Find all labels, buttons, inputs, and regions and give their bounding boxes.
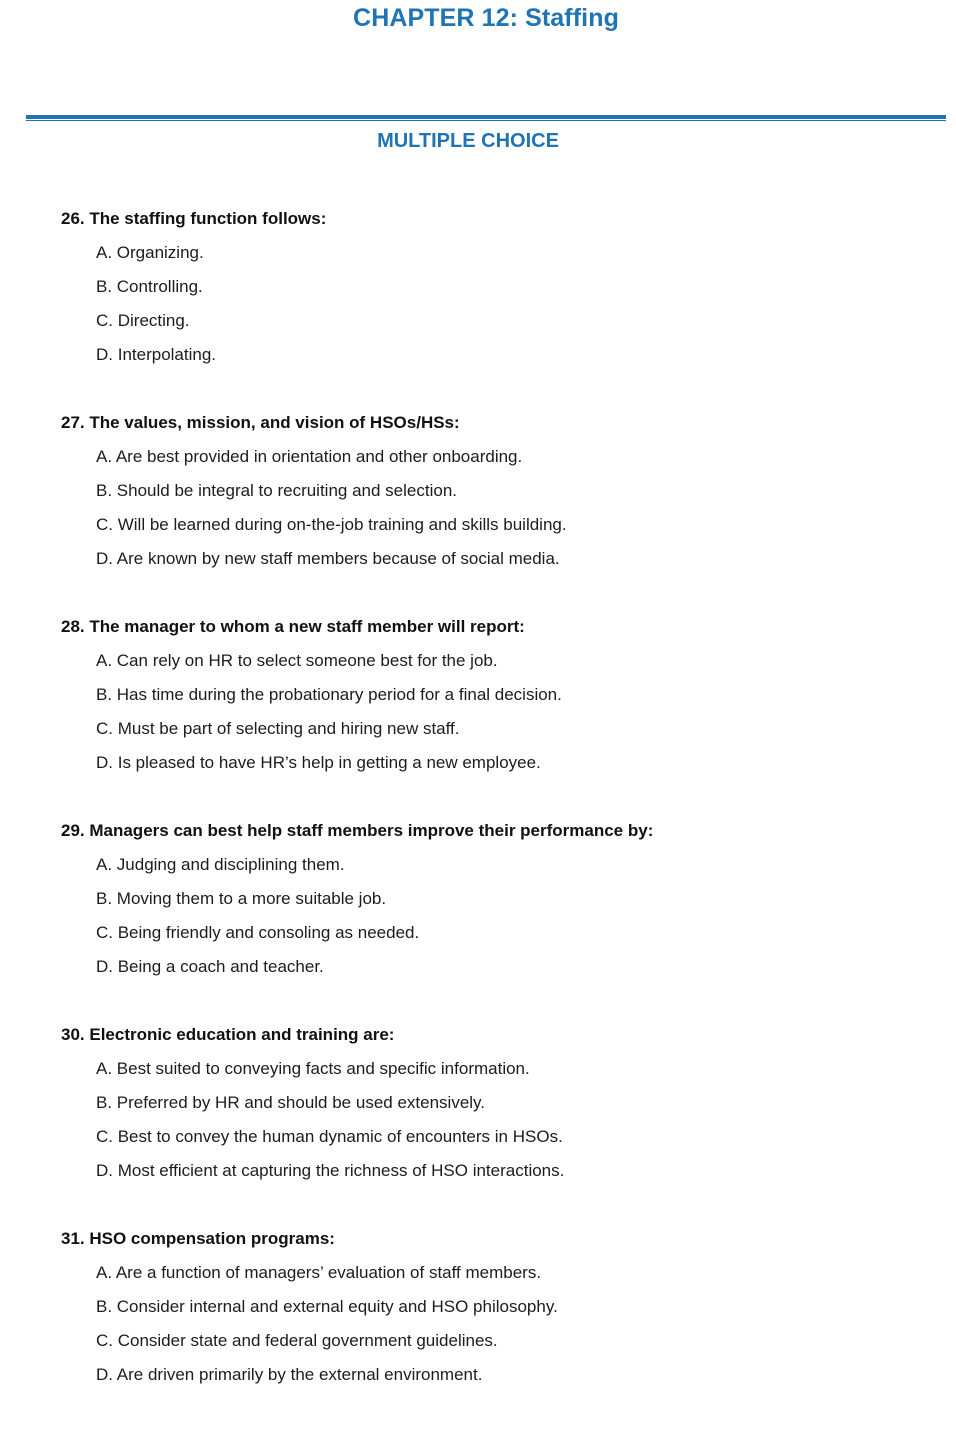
option-c: C. Directing.	[96, 311, 190, 330]
question-28	[61, 613, 921, 783]
option-b: B. Preferred by HR and should be used extensively.	[96, 1093, 486, 1112]
option-d: D. Most efficient at capturing the richness of HSO interactions.	[96, 1161, 565, 1180]
chapter-title: CHAPTER 12: Staffing	[353, 4, 619, 32]
question-text: 29. Managers can best help staff members improve their performance by:	[61, 821, 654, 840]
option-a: A. Organizing.	[96, 243, 204, 262]
option-a: A. Are best provided in orientation and other onboarding.	[96, 447, 523, 466]
question-31	[61, 1225, 921, 1395]
option-d: D. Are driven primarily by the external environment.	[96, 1365, 483, 1384]
option-c: C. Best to convey the human dynamic of encounters in HSOs.	[96, 1127, 563, 1146]
question-26	[61, 205, 921, 375]
question-list	[61, 205, 921, 1429]
option-b: B. Controlling.	[96, 277, 203, 296]
option-c: C. Consider state and federal government guidelines.	[96, 1331, 498, 1350]
option-d: D. Being a coach and teacher.	[96, 957, 324, 976]
option-c: C. Must be part of selecting and hiring new staff.	[96, 719, 460, 738]
question-27	[61, 409, 921, 579]
option-b: B. Consider internal and external equity and HSO philosophy.	[96, 1297, 558, 1316]
option-d: D. Interpolating.	[96, 345, 217, 364]
question-text: 31. HSO compensation programs:	[61, 1229, 335, 1248]
question-30	[61, 1021, 921, 1191]
question-text: 30. Electronic education and training are:	[61, 1025, 395, 1044]
option-a: A. Are a function of managers’ evaluation of staff members.	[96, 1263, 542, 1282]
question-text: 28. The manager to whom a new staff member will report:	[61, 617, 525, 636]
option-d: D. Are known by new staff members because of social media.	[96, 549, 560, 568]
option-d: D. Is pleased to have HR’s help in getting a new employee.	[96, 753, 541, 772]
question-text: 26. The staffing function follows:	[61, 209, 327, 228]
option-b: B. Moving them to a more suitable job.	[96, 889, 387, 908]
option-c: C. Will be learned during on-the-job training and skills building.	[96, 515, 567, 534]
question-text: 27. The values, mission, and vision of HSOs/HSs:	[61, 413, 460, 432]
option-a: A. Can rely on HR to select someone best for the job.	[96, 651, 498, 670]
option-c: C. Being friendly and consoling as needed.	[96, 923, 420, 942]
option-b: B. Should be integral to recruiting and selection.	[96, 481, 458, 500]
option-a: A. Judging and disciplining them.	[96, 855, 345, 874]
header-divider	[26, 115, 946, 121]
option-b: B. Has time during the probationary period for a final decision.	[96, 685, 562, 704]
section-title: MULTIPLE CHOICE	[377, 130, 559, 152]
question-29	[61, 817, 921, 987]
option-a: A. Best suited to conveying facts and specific information.	[96, 1059, 530, 1078]
